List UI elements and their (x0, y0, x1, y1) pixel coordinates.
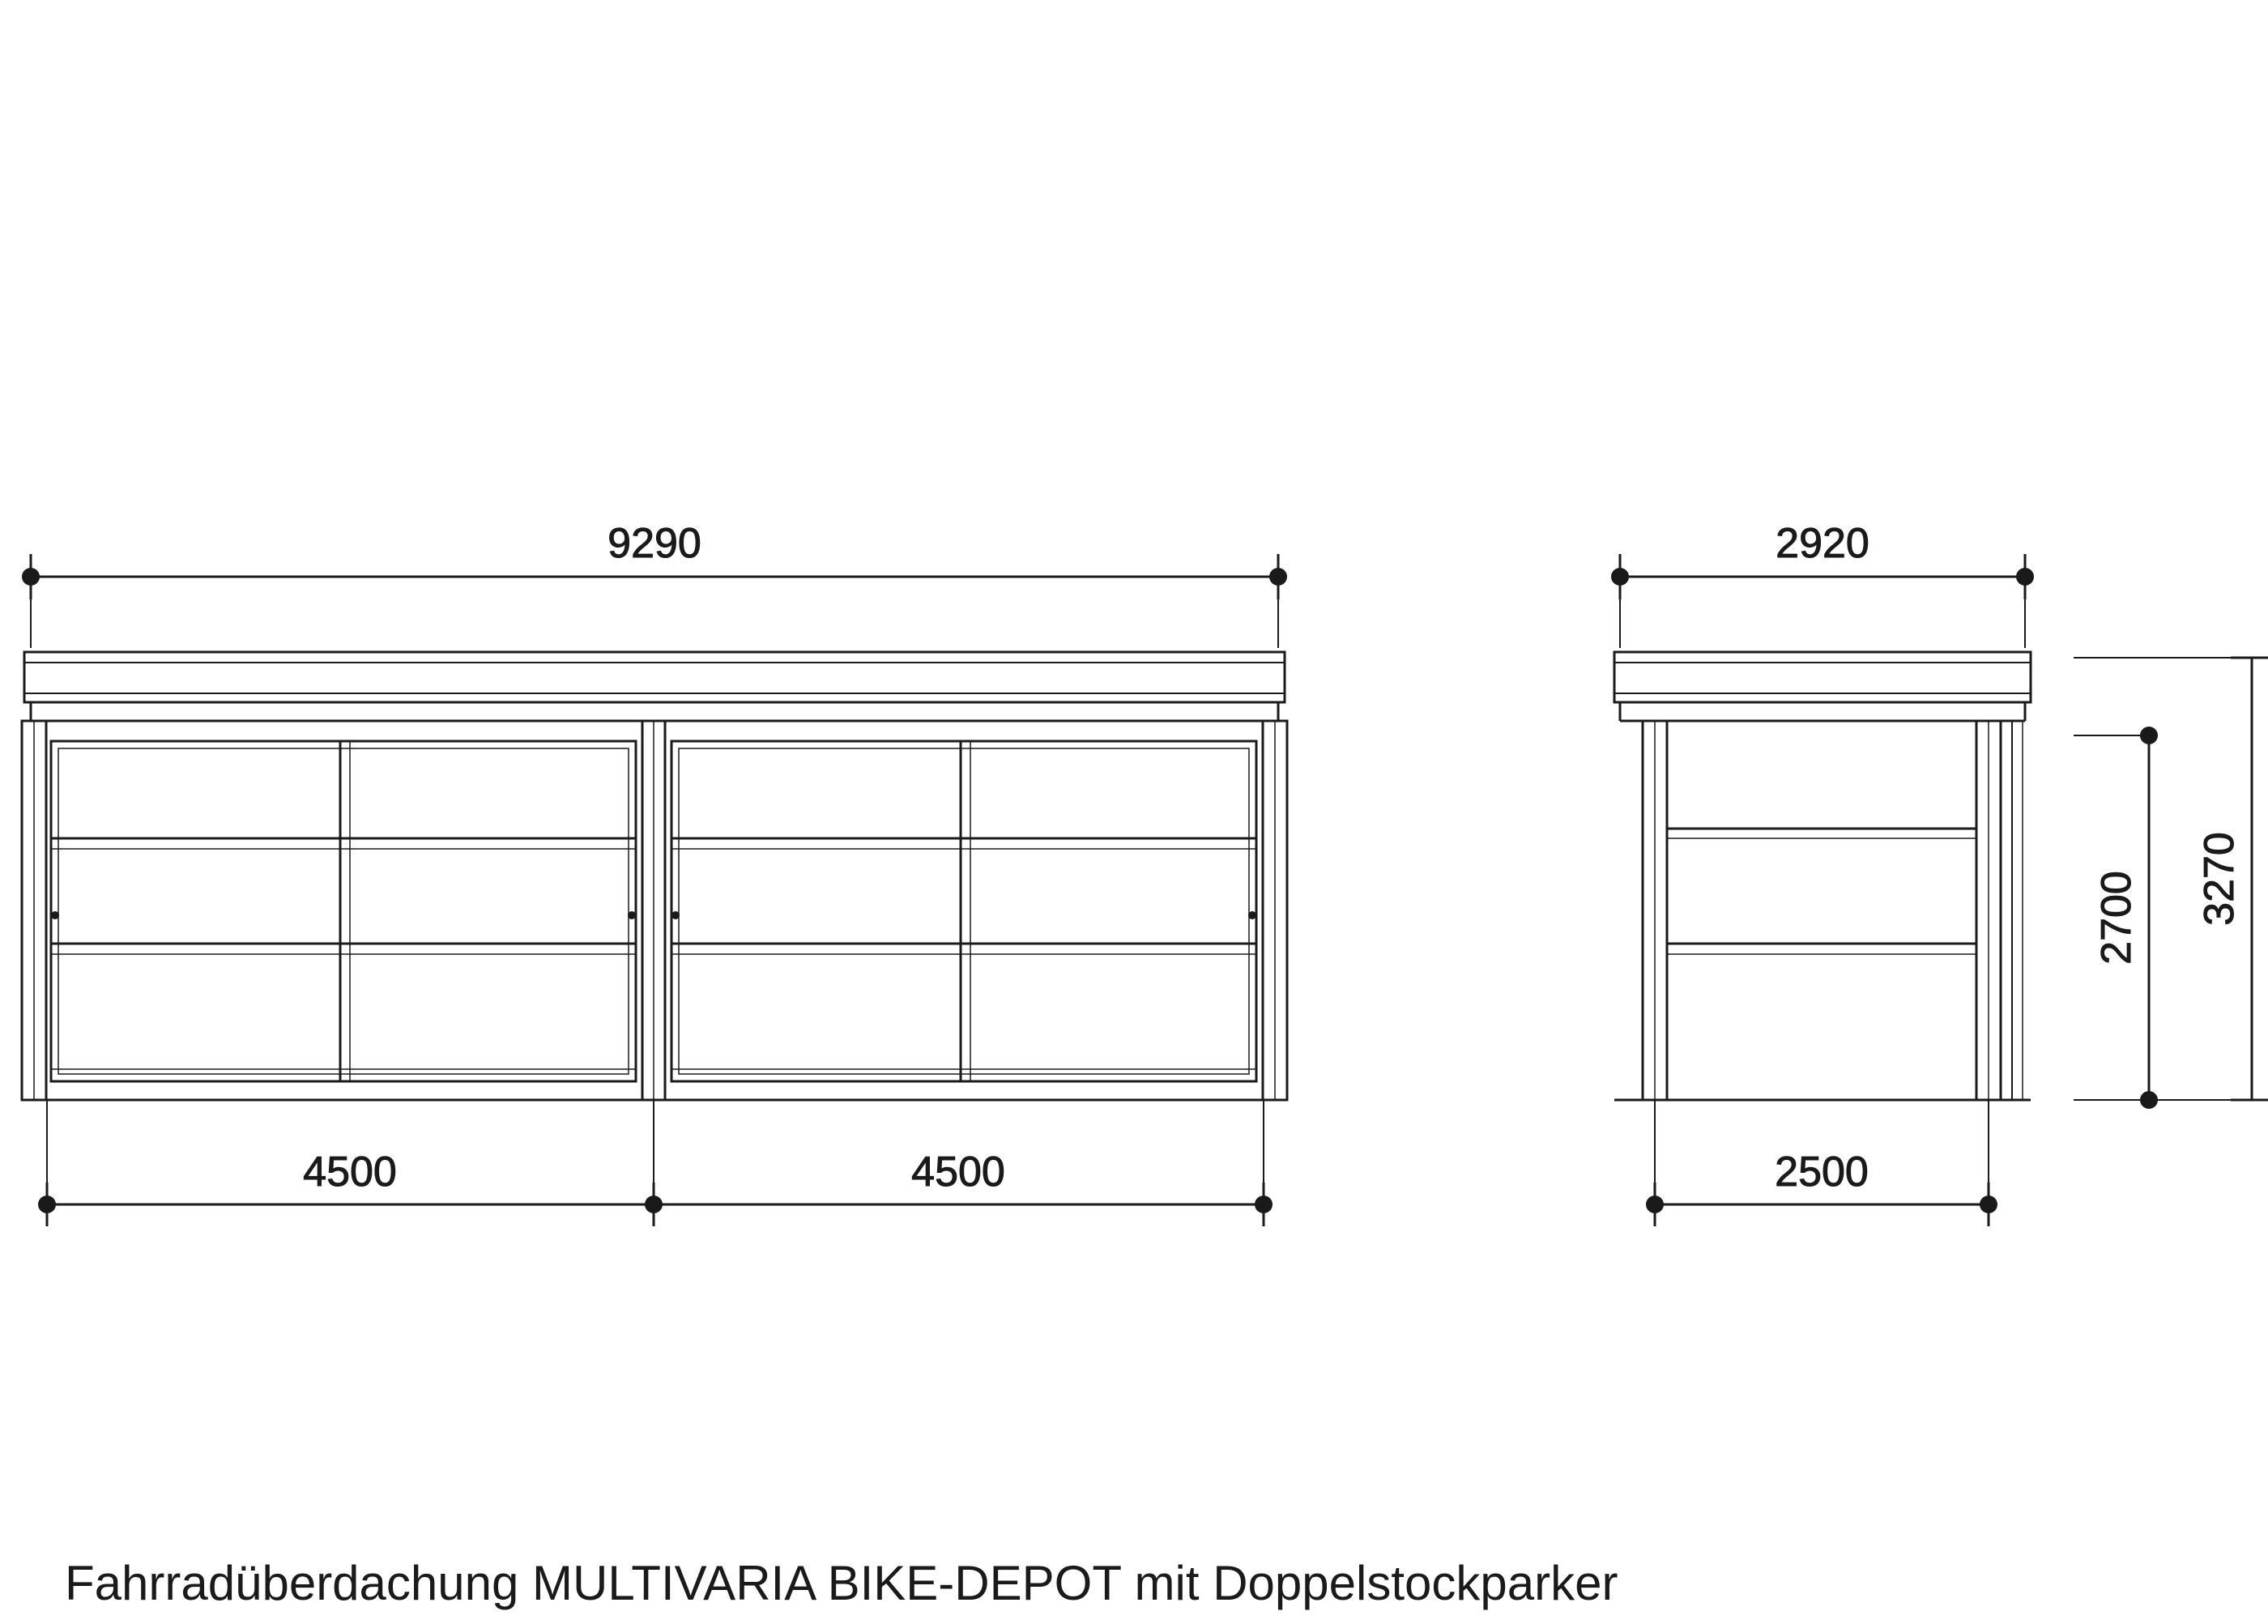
dim-label-overall-depth: 2920 (1776, 520, 1869, 567)
rack-latch-icon (671, 911, 680, 919)
front-post-middle (642, 721, 665, 1100)
dim-label-clear-height: 2700 (2093, 871, 2140, 965)
dimension-overall-depth (1611, 554, 2034, 648)
rack-latch-icon (628, 911, 636, 919)
drawing-caption: Fahrradüberdachung MULTIVARIA BIKE-DEPOT mit Doppelstockparker (65, 1556, 1618, 1610)
dim-label-base-depth: 2500 (1775, 1149, 1869, 1196)
front-view-group (22, 520, 1287, 1226)
side-roof-slab (1614, 652, 2031, 702)
side-roof-underside (1620, 702, 2025, 721)
front-post-left (22, 721, 46, 1100)
side-rear-edge (2012, 721, 2023, 1100)
dim-label-bay-right: 4500 (911, 1149, 1005, 1196)
dimension-overall-width (22, 554, 1287, 648)
side-rack-rails (1667, 829, 1976, 954)
front-rack-bay-right (671, 741, 1256, 1081)
dim-label-overall-height: 3270 (2196, 832, 2243, 926)
front-roof-underside (31, 702, 1278, 721)
front-roof-slab (24, 652, 1285, 702)
dimension-bays (38, 1183, 1273, 1226)
dim-tick-dot (2140, 727, 2158, 744)
side-view-group (1611, 520, 2268, 1226)
front-rack-bay-left (51, 741, 636, 1081)
dim-label-bay-left: 4500 (303, 1149, 397, 1196)
rack-latch-icon (1248, 911, 1256, 919)
rack-latch-icon (51, 911, 59, 919)
front-post-right (1263, 721, 1287, 1100)
side-post-front (1643, 721, 1667, 1100)
dim-label-overall-width: 9290 (608, 520, 701, 567)
side-post-rear (1976, 721, 2001, 1100)
